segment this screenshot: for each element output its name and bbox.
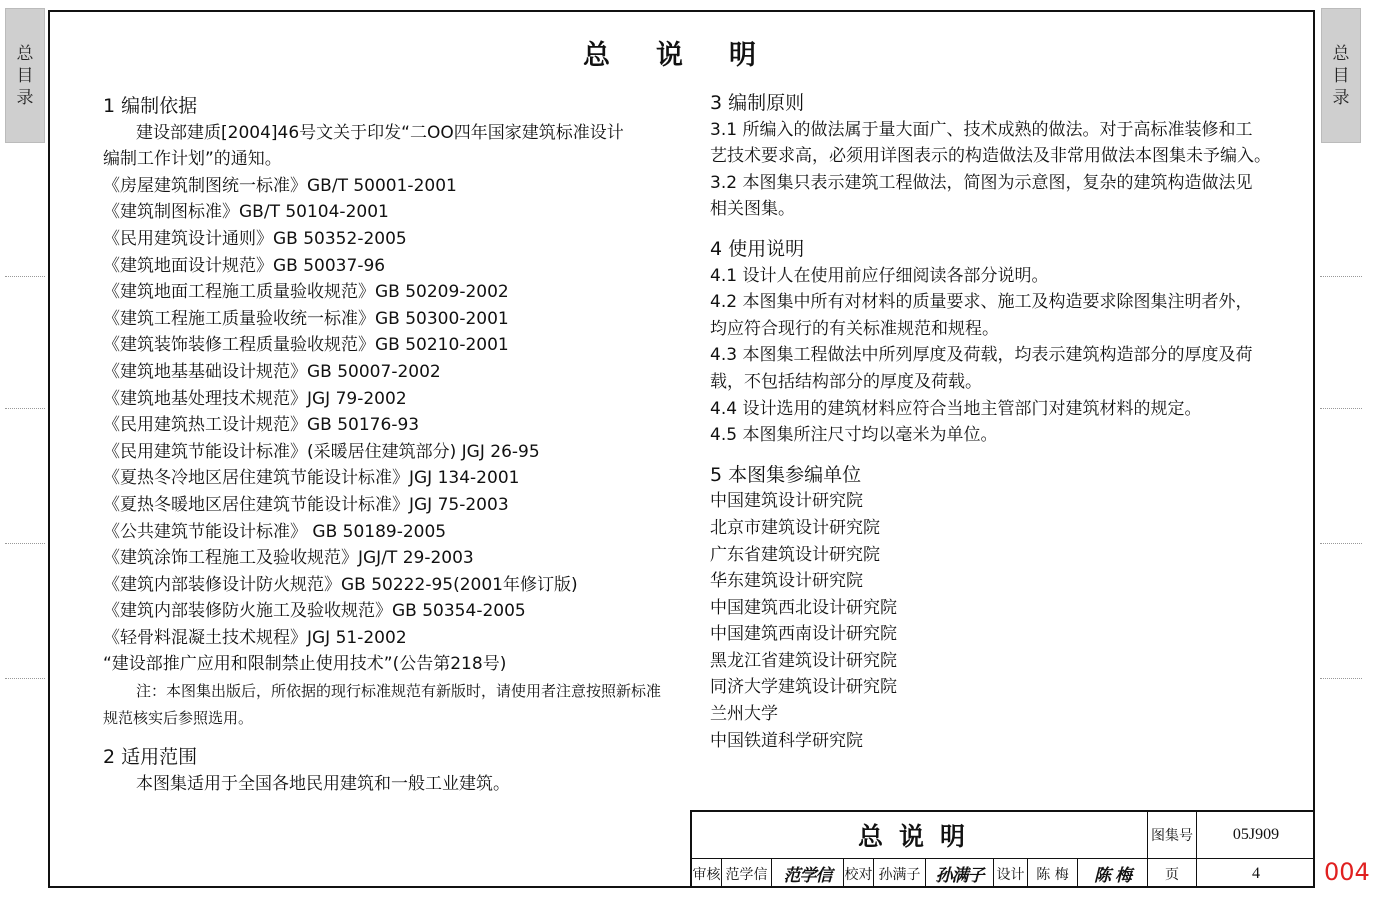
margin-tick [5, 678, 45, 679]
section-heading: 1 编制依据 [103, 95, 198, 117]
standard-item: 《建筑地面设计规范》GB 50037-96 [103, 255, 386, 276]
margin-tick [1320, 678, 1362, 679]
standard-item: 《民用建筑设计通则》GB 50352-2005 [103, 228, 407, 249]
unit-item: 兰州大学 [710, 704, 778, 725]
usage-line: 4.4 设计选用的建筑材料应符合当地主管部门对建筑材料的规定。 [710, 398, 1202, 419]
design-label: 设计 [994, 859, 1028, 888]
page-label: 页 [1148, 859, 1197, 888]
side-tab-char: 录 [16, 87, 34, 108]
review-label: 审核 [692, 859, 722, 888]
standard-item: 《建筑内部装修防火施工及验收规范》GB 50354-2005 [103, 601, 526, 622]
title-block [690, 810, 1315, 888]
usage-line: 4.1 设计人在使用前应仔细阅读各部分说明。 [710, 265, 1049, 286]
standard-item: 《房屋建筑制图统一标准》GB/T 50001-2001 [103, 175, 457, 196]
reviewer-name: 范学信 [722, 859, 772, 888]
unit-item: 中国建筑设计研究院 [710, 491, 863, 512]
margin-tick [5, 276, 45, 277]
note-text: 规范核实后参照选用。 [103, 708, 254, 727]
standard-item: 《建筑装饰装修工程质量验收规范》GB 50210-2001 [103, 335, 509, 356]
page-number: 004 [1324, 858, 1370, 886]
side-tab-right[interactable] [1321, 8, 1361, 143]
designer-name: 陈 梅 [1028, 859, 1078, 888]
unit-item: 北京市建筑设计研究院 [710, 517, 880, 538]
margin-tick [5, 543, 45, 544]
principle-line: 艺技术要求高，必须用详图表示的构造做法及非常用做法本图集未予编入。 [710, 146, 1271, 167]
set-number: 05J909 [1197, 812, 1315, 859]
page-value: 4 [1252, 864, 1260, 882]
page-title: 总说明 [583, 40, 802, 71]
usage-line: 4.3 本图集工程做法中所列厚度及荷载，均表示建筑构造部分的厚度及荷 [710, 345, 1253, 366]
side-tab-char: 目 [1332, 65, 1350, 86]
standard-item: 《建筑内部装修设计防火规范》GB 50222-95(2001年修订版) [103, 574, 578, 595]
section-heading: 2 适用范围 [103, 746, 198, 769]
principle-line: 3.2 本图集只表示建筑工程做法，简图为示意图，复杂的建筑构造做法见 [710, 172, 1253, 193]
left-column [103, 93, 661, 797]
set-number-label: 图集号 [1148, 812, 1197, 859]
margin-tick [1320, 276, 1362, 277]
side-tab-char: 目 [16, 65, 34, 86]
standard-item: 《建筑制图标准》GB/T 50104-2001 [103, 202, 389, 223]
standard-item: 《建筑涂饰工程施工及验收规范》JGJ/T 29-2003 [103, 548, 474, 569]
standard-item: 《夏热冬暖地区居住建筑节能设计标准》JGJ 75-2003 [103, 494, 509, 515]
usage-line: 4.5 本图集所注尺寸均以毫米为单位。 [710, 425, 998, 446]
reviewer-signature: 范学信 [772, 859, 844, 888]
unit-item: 中国建筑西北设计研究院 [710, 597, 897, 618]
usage-line: 载，不包括结构部分的厚度及荷载。 [710, 371, 982, 392]
margin-tick [5, 408, 45, 409]
margin-tick [1320, 408, 1362, 409]
note-text: 注：本图集出版后，所依据的现行标准规范有新版时，请使用者注意按照新标准 [136, 682, 662, 701]
section-heading: 3 编制原则 [710, 92, 805, 114]
standard-item: 《夏热冬冷地区居住建筑节能设计标准》JGJ 134-2001 [103, 468, 520, 489]
section-heading: 5 本图集参编单位 [710, 463, 862, 486]
standard-item: 《建筑地面工程施工质量验收规范》GB 50209-2002 [103, 282, 509, 303]
checker-name: 孙满子 [874, 859, 926, 888]
margin-tick [1320, 543, 1362, 544]
check-label: 校对 [844, 859, 874, 888]
standard-item: 《建筑地基基础设计规范》GB 50007-2002 [103, 361, 441, 382]
standard-item: 《建筑工程施工质量验收统一标准》GB 50300-2001 [103, 308, 509, 329]
standard-item: “建设部推广应用和限制禁止使用技术”(公告第218号) [103, 654, 507, 675]
standard-item: 《轻骨料混凝土技术规程》JGJ 51-2002 [103, 627, 407, 648]
unit-item: 同济大学建筑设计研究院 [710, 677, 897, 698]
unit-item: 黑龙江省建筑设计研究院 [710, 650, 897, 671]
principle-line: 相关图集。 [710, 199, 795, 220]
unit-item: 华东建筑设计研究院 [710, 571, 863, 592]
side-tab-char: 总 [16, 43, 34, 64]
signature-row [692, 859, 1315, 888]
intro-text: 编制工作计划”的通知。 [103, 149, 282, 170]
standard-item: 《公共建筑节能设计标准》 GB 50189-2005 [103, 521, 447, 542]
right-column [710, 90, 1271, 754]
standard-item: 《建筑地基处理技术规范》JGJ 79-2002 [103, 388, 407, 409]
usage-line: 均应符合现行的有关标准规范和规程。 [710, 318, 999, 339]
intro-text: 建设部建质[2004]46号文关于印发“二OO四年国家建筑标准设计 [136, 122, 624, 143]
standard-item: 《民用建筑节能设计标准》(采暖居住建筑部分) JGJ 26-95 [103, 441, 540, 462]
designer-signature: 陈 梅 [1078, 859, 1148, 888]
usage-line: 4.2 本图集中所有对材料的质量要求、施工及构造要求除图集注明者外， [710, 292, 1253, 313]
side-tab-char: 总 [1332, 43, 1350, 64]
title-block-title: 总说明 [692, 812, 1148, 859]
scope-text: 本图集适用于全国各地民用建筑和一般工业建筑。 [136, 773, 510, 794]
checker-signature: 孙满子 [926, 859, 994, 888]
side-tab-char: 录 [1332, 87, 1350, 108]
section-heading: 4 使用说明 [710, 237, 805, 260]
unit-item: 中国铁道科学研究院 [710, 730, 863, 751]
standard-item: 《民用建筑热工设计规范》GB 50176-93 [103, 415, 420, 436]
unit-item: 广东省建筑设计研究院 [710, 544, 880, 565]
side-tab-left[interactable] [5, 8, 45, 143]
unit-item: 中国建筑西南设计研究院 [710, 624, 897, 645]
principle-line: 3.1 所编入的做法属于量大面广、技术成熟的做法。对于高标准装修和工 [710, 119, 1253, 140]
